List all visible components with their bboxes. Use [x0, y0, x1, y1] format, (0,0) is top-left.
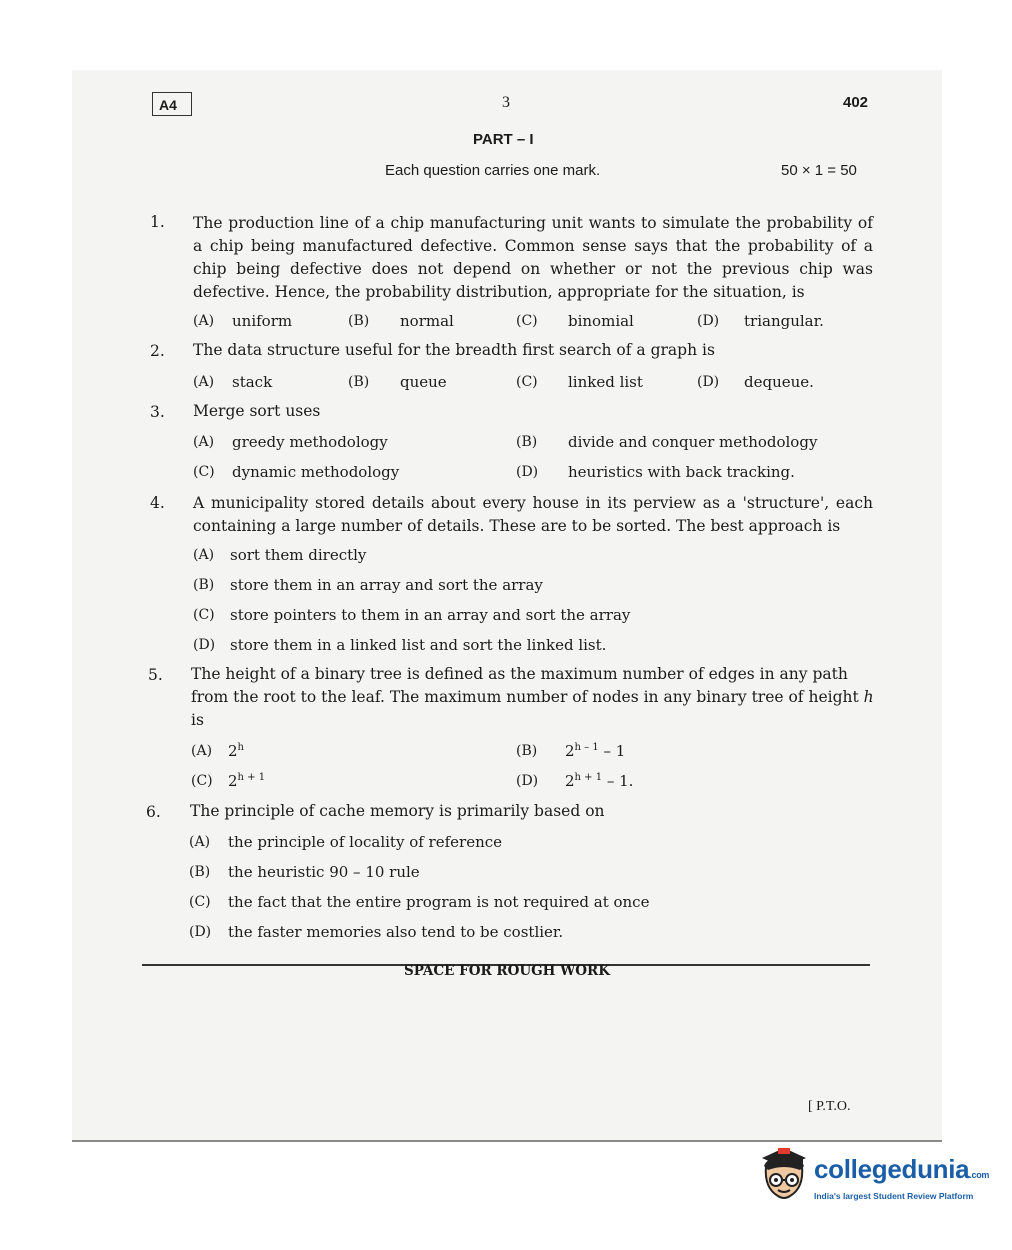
option-label: (B) [348, 313, 370, 329]
question-text-segment: from the root to the leaf. The maximum number of nodes in any binary tree of height [191, 688, 859, 706]
option-text: triangular. [744, 312, 824, 330]
option-text [228, 742, 244, 760]
graduate-mascot-icon [756, 1144, 810, 1206]
option-exponent: h – 1 [574, 742, 599, 753]
instructions: Each question carries one mark. [385, 162, 601, 179]
option-text: normal [400, 312, 454, 330]
option-label: (B) [516, 434, 538, 450]
option-label: (D) [516, 464, 539, 480]
question-number: 6. [146, 803, 161, 821]
option-tail: – 1 [598, 742, 626, 760]
brand-wordmark: collegedunia [814, 1154, 970, 1184]
option-text: uniform [232, 312, 293, 330]
question-text-line: The height of a binary tree is defined as the maximum number of edges in any path [191, 665, 848, 683]
brand-name [814, 1154, 989, 1185]
option-label: (D) [189, 924, 212, 940]
option-text: the principle of locality of reference [228, 833, 503, 851]
option-label: (B) [193, 577, 215, 593]
option-text [565, 772, 633, 790]
option-label: (B) [348, 374, 370, 390]
option-label: (A) [193, 374, 215, 390]
option-label: (C) [516, 313, 538, 329]
collegedunia-logo[interactable] [756, 1144, 990, 1208]
option-text: greedy methodology [232, 433, 388, 451]
pto-label: [ P.T.O. [808, 1099, 851, 1114]
option-base: 2 [565, 742, 575, 760]
option-base: 2 [228, 742, 238, 760]
question-text: A municipality stored details about every house in its perview as a 'structure', each containing a large number of details. These are to be sorted. The best approach is [193, 494, 873, 535]
option-label: (A) [193, 313, 215, 329]
rough-work-label: SPACE FOR ROUGH WORK [404, 963, 611, 979]
question-text: The data structure useful for the breadth first search of a graph is [193, 341, 715, 359]
option-text: linked list [568, 373, 643, 391]
paper-code: 402 [843, 94, 869, 111]
question-number: 2. [150, 342, 165, 360]
option-label: (B) [516, 743, 538, 759]
question-text-line [191, 688, 874, 706]
option-text: dynamic methodology [232, 463, 400, 481]
option-label: (C) [193, 464, 215, 480]
marks-scheme: 50 × 1 = 50 [781, 162, 857, 179]
option-label: (C) [516, 374, 538, 390]
option-text: dequeue. [744, 373, 814, 391]
option-label: (D) [697, 374, 720, 390]
option-tail: – 1. [602, 772, 634, 790]
option-text [228, 772, 265, 790]
option-label: (D) [516, 773, 539, 789]
option-base: 2 [565, 772, 575, 790]
option-text: store pointers to them in an array and sort the array [230, 606, 631, 624]
question-number: 4. [150, 494, 165, 512]
brand-tld: .com [969, 1170, 990, 1180]
option-label: (D) [193, 637, 216, 653]
option-label: (A) [189, 834, 211, 850]
variable-h: h [863, 688, 874, 706]
option-text: stack [232, 373, 273, 391]
option-text: the faster memories also tend to be costlier. [228, 923, 564, 941]
option-label: (A) [193, 434, 215, 450]
question-text: The production line of a chip manufacturing unit wants to simulate the probability of a chip being manufactured defective. Common sense says that the probability of a chip being defective does not depend on whether or not the previous chip was defective. Hence, the probability distribution, appropriate for the situation, is [193, 214, 873, 301]
option-text [565, 742, 625, 760]
page-edge [72, 1140, 942, 1142]
option-base: 2 [228, 772, 238, 790]
question-number: 5. [148, 666, 163, 684]
option-label: (C) [189, 894, 211, 910]
option-text: queue [400, 373, 447, 391]
option-text: the heuristic 90 – 10 rule [228, 863, 420, 881]
option-label: (A) [193, 547, 215, 563]
question-number: 3. [150, 403, 165, 421]
option-label: (B) [189, 864, 211, 880]
page-number: 3 [502, 94, 510, 111]
option-text: store them in an array and sort the array [230, 576, 543, 594]
option-text: divide and conquer methodology [568, 433, 818, 451]
part-title: PART – I [473, 131, 534, 148]
question-text: The principle of cache memory is primarily based on [190, 802, 605, 820]
option-exponent: h + 1 [574, 772, 603, 783]
option-label: (C) [193, 607, 215, 623]
question-number: 1. [150, 213, 165, 231]
option-text: binomial [568, 312, 634, 330]
option-exponent: h [237, 742, 244, 753]
question-text-line: is [191, 711, 204, 729]
set-code-box: A4 [152, 92, 192, 116]
option-text: the fact that the entire program is not required at once [228, 893, 650, 911]
question-text: Merge sort uses [193, 402, 321, 420]
option-text: sort them directly [230, 546, 367, 564]
option-label: (A) [191, 743, 213, 759]
option-label: (D) [697, 313, 720, 329]
option-exponent: h + 1 [237, 772, 266, 783]
option-label: (C) [191, 773, 213, 789]
option-text: store them in a linked list and sort the linked list. [230, 636, 607, 654]
brand-tagline: India's largest Student Review Platform [814, 1191, 974, 1201]
option-text: heuristics with back tracking. [568, 463, 795, 481]
